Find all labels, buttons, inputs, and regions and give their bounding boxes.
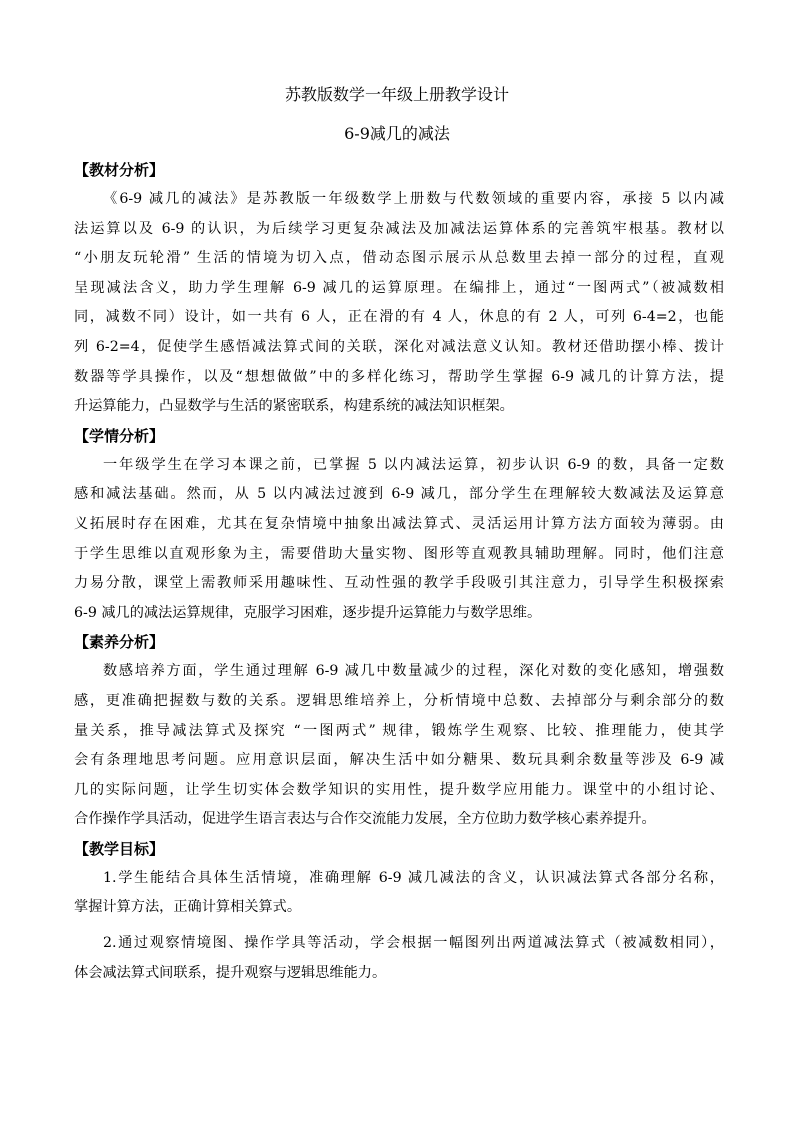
objective-line: 掌握计算方法，正确计算相关算式。 (74, 899, 302, 916)
paragraph-line: “小朋友玩轮滑” 生活的情境为切入点，借动态图示展示从总数里去掉一部分的过程，直观 (74, 250, 724, 267)
paragraph-line: 几的实际问题，让学生切实体会数学知识的实用性，提升数学应用能力。课堂中的小组讨论、 (74, 781, 724, 798)
objective-item (74, 864, 724, 923)
objective-line: 体会减法算式间联系，提升观察与逻辑思维能力。 (74, 964, 387, 981)
paragraph-line: 升运算能力，凸显数学与生活的紧密联系，构建系统的减法知识框架。 (74, 398, 514, 415)
lesson-title: 6-9减几的减法 (344, 124, 450, 143)
section-paragraph (74, 657, 724, 835)
objective-line: 1.学生能结合具体生活情境，准确理解 6-9 减几减法的含义，认识减法算式各部分名称， (103, 869, 724, 886)
paragraph-line: 量关系，推导减法算式及探究 “一图两式” 规律，锻炼学生观察、比较、推理能力，使其学 (74, 722, 724, 739)
paragraph-line: 同，减数不同）设计，如一共有 6 人，正在滑的有 4 人，休息的有 2 人，可列 6-4=2，也能 (74, 309, 724, 326)
paragraph-line: 一年级学生在学习本课之前，已掌握 5 以内减法运算，初步认识 6-9 的数，具备一定数 (103, 456, 724, 473)
section-learner-analysis (74, 422, 724, 629)
paragraph-line: 法运算以及 6-9 的认识，为后续学习更复杂减法及加减法运算体系的完善筑牢根基。教材以 (74, 220, 724, 237)
paragraph-line: 感，更准确把握数与数的关系。逻辑思维培养上，分析情境中总数、去掉部分与剩余部分的数 (74, 692, 724, 709)
section-textbook-analysis (74, 156, 724, 422)
paragraph-line: 列 6-2=4，促使学生感悟减法算式间的关联，深化对减法意义认知。教材还借助摆小棒、拨计 (74, 338, 724, 355)
paragraph-line: 呈现减法含义，助力学生理解 6-9 减几的运算原理。在编排上，通过“一图两式”（被减数相 (74, 279, 724, 296)
section-paragraph (74, 451, 724, 629)
section-heading: 【素养分析】 (74, 633, 165, 652)
paragraph-line: 义拓展时存在困难，尤其在复杂情境中抽象出减法算式、灵活运用计算方法方面较为薄弱。由 (74, 515, 724, 532)
section-heading: 【学情分析】 (74, 426, 165, 445)
section-heading: 【教材分析】 (74, 161, 165, 179)
paragraph-line: 合作操作学具活动，促进学生语言表达与合作交流能力发展，全方位助力数学核心素养提升。 (74, 811, 656, 828)
paragraph-line: 感和减法基础。然而，从 5 以内减法过渡到 6-9 减几，部分学生在理解较大数减法及运算意 (74, 486, 724, 503)
section-heading: 【教学目标】 (74, 839, 165, 858)
paragraph-line: 于学生思维以直观形象为主，需要借助大量实物、图形等直观教具辅助理解。同时，他们注意 (74, 545, 724, 562)
document-body (74, 156, 724, 988)
section-teaching-objectives (74, 835, 724, 988)
paragraph-line: 6-9 减几的减法运算规律，克服学习困难，逐步提升运算能力与数学思维。 (74, 604, 542, 621)
paragraph-line: 数器等学具操作，以及“想想做做”中的多样化练习，帮助学生掌握 6-9 减几的计算方法，提 (74, 368, 724, 385)
section-paragraph (74, 185, 724, 422)
objective-line: 2.通过观察情境图、操作学具等活动，学会根据一幅图列出两道减法算式（被减数相同）， (103, 935, 724, 952)
paragraph-line: 力易分散，课堂上需教师采用趣味性、互动性强的教学手段吸引其注意力，引导学生积极探索 (74, 575, 724, 592)
paragraph-line: 数感培养方面，学生通过理解 6-9 减几中数量减少的过程，深化对数的变化感知，增强数 (103, 663, 724, 680)
document-title: 苏教版数学一年级上册教学设计 (284, 85, 509, 104)
paragraph-line: 会有条理地思考问题。应用意识层面，解决生活中如分糖果、数玩具剩余数量等涉及 6-9 减 (74, 752, 724, 769)
objective-item (74, 929, 724, 988)
section-literacy-analysis (74, 628, 724, 835)
paragraph-line: 《6-9 减几的减法》是苏教版一年级数学上册数与代数领域的重要内容，承接 5 以内减 (103, 191, 724, 207)
